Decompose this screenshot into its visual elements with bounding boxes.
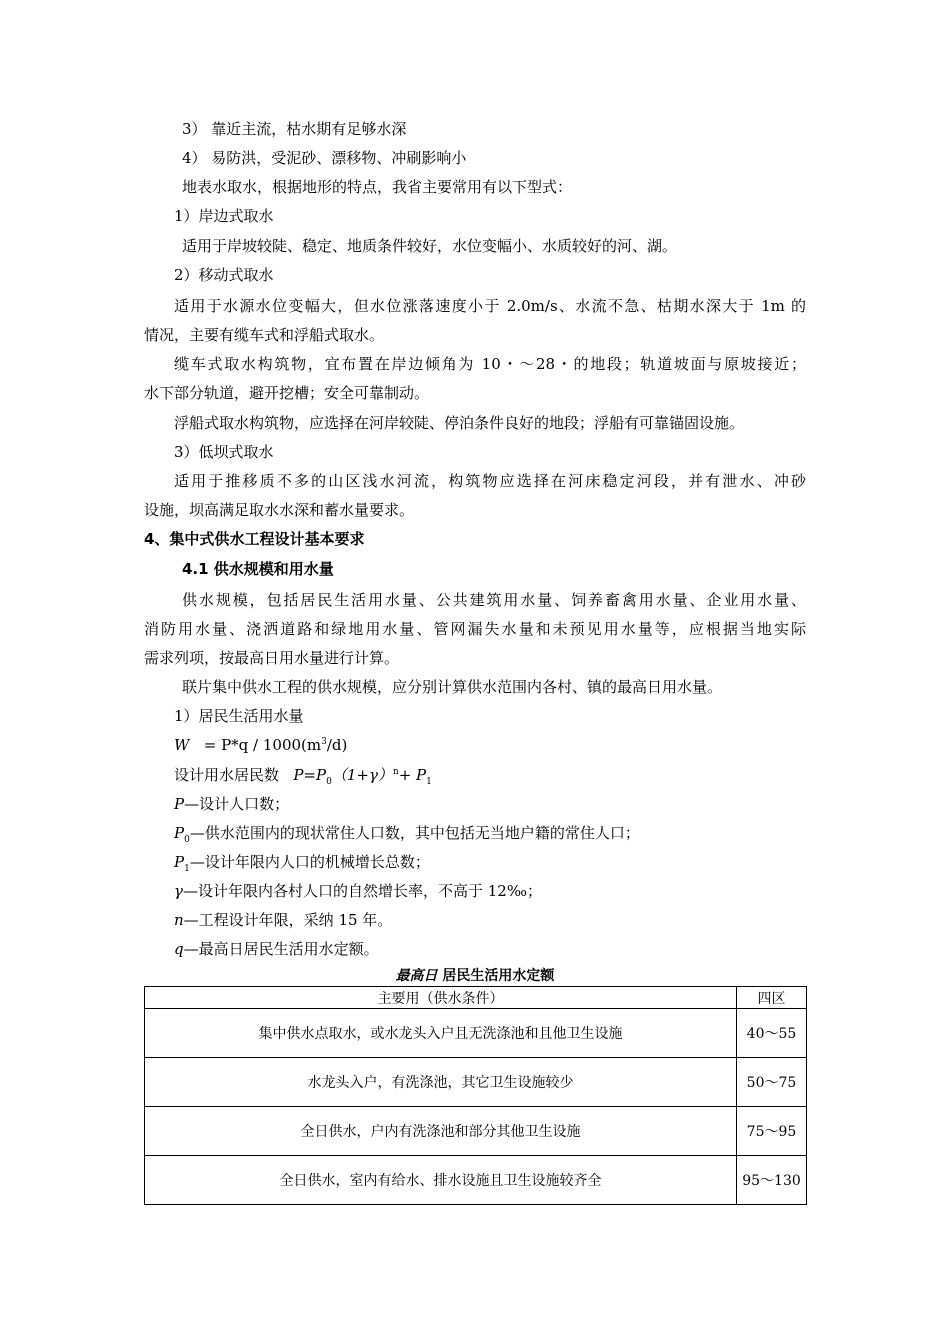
definition-p-symbol: P	[174, 795, 185, 813]
table-row	[145, 1058, 807, 1107]
definition-p0-subscript: 0	[184, 835, 190, 845]
definition-p0-symbol: P	[174, 824, 185, 842]
paragraph-low-dam-line2: 设施，坝高满足取水水深和蓄水量要求。	[144, 501, 415, 519]
paragraph-mobile-intake-line2: 情况，主要有缆车式和浮船式取水。	[144, 326, 385, 344]
table-header-zone: 四区	[737, 987, 807, 1009]
formula-expression: = P*q / 1000(m	[203, 736, 322, 754]
section-heading-4: 4、集中式供水工程设计基本要求	[144, 530, 365, 548]
definition-n-text: —工程设计年限，采纳 15 年。	[183, 911, 393, 929]
formula-population	[174, 765, 432, 785]
population-formula-growth: （1+γ）	[331, 766, 393, 784]
table-cell-value: 95～130	[737, 1156, 807, 1205]
population-formula-lhs: P=P	[293, 766, 327, 784]
subheading-bank-intake: 1）岸边式取水	[174, 207, 274, 225]
definition-p0	[174, 823, 640, 843]
population-formula-exponent: n	[392, 767, 399, 777]
paragraph-mobile-intake-line1: 适用于水源水位变幅大，但水位涨落速度小于 2.0m/s、水流不急、枯期水深大于 1m 的	[174, 297, 806, 315]
paragraph-low-dam-line1: 适用于推移质不多的山区浅水河流，构筑物应选择在河床稳定河段，并有泄水、冲砂	[174, 472, 806, 490]
table-cell-condition: 全日供水，户内有洗涤池和部分其他卫生设施	[145, 1107, 737, 1156]
definition-p1-symbol: P	[174, 853, 185, 871]
subheading-mobile-intake: 2）移动式取水	[174, 266, 274, 284]
population-label: 设计用水居民数	[174, 766, 280, 784]
table-cell-value: 40～55	[737, 1009, 807, 1058]
table-row	[145, 1107, 807, 1156]
definition-n	[174, 910, 392, 930]
paragraph-intake-types: 地表水取水，根据地形的特点，我省主要常用有以下型式：	[182, 178, 573, 196]
paragraph-floating-boat: 浮船式取水构筑物，应选择在河岸较陡、停泊条件良好的地段；浮船有可靠锚固设施。	[174, 414, 745, 432]
definition-p0-text: —供水范围内的现状常住人口数，其中包括无当地户籍的常住人口；	[189, 824, 640, 842]
table-cell-condition: 全日供水，室内有给水、排水设施且卫生设施较齐全	[145, 1156, 737, 1205]
table-caption	[144, 966, 806, 986]
definition-p1	[174, 852, 430, 872]
paragraph-bank-intake: 适用于岸坡较陡、稳定、地质条件较好，水位变幅小、水质较好的河、湖。	[182, 237, 678, 255]
population-formula-plus: + P	[398, 766, 427, 784]
paragraph-scale-line2: 消防用水量、浇洒道路和绿地用水量、管网漏失水量和未预见用水量等，应根据当地实际	[144, 620, 806, 638]
formula-symbol-w: W	[174, 736, 190, 754]
definition-p	[174, 794, 289, 814]
list-item-4: 4） 易防洪，受泥砂、漂移物、冲刷影响小	[182, 149, 467, 167]
paragraph-scale-line1: 供水规模，包括居民生活用水量、公共建筑用水量、饲养畜禽用水量、企业用水量、	[182, 591, 806, 609]
paragraph-scale-line3: 需求列项，按最高日用水量进行计算。	[144, 649, 400, 667]
paragraph-cable-car-line2: 水下部分轨道，避开挖槽；安全可靠制动。	[144, 384, 430, 402]
subheading-resident-water: 1）居民生活用水量	[174, 707, 304, 725]
table-caption-title: 居民生活用水定额	[437, 968, 555, 984]
formula-superscript: 3	[321, 737, 327, 747]
table-caption-prefix: 最高日	[395, 968, 438, 984]
definition-gamma-symbol: γ	[174, 882, 183, 900]
population-formula-sub0: 0	[326, 777, 332, 787]
table-row	[145, 1009, 807, 1058]
definition-gamma-text: —设计年限内各村人口的自然增长率，不高于 12‰；	[182, 882, 542, 900]
definition-n-symbol: n	[174, 911, 184, 929]
table-cell-condition: 水龙头入户，有洗涤池，其它卫生设施较少	[145, 1058, 737, 1107]
list-item-3: 3） 靠近主流，枯水期有足够水深	[182, 120, 407, 138]
table-cell-value: 50～75	[737, 1058, 807, 1107]
paragraph-cable-car-line1: 缆车式取水构筑物，宜布置在岸边倾角为 10・～28・的地段；轨道坡面与原坡接近；	[174, 355, 806, 373]
definition-gamma	[174, 881, 542, 901]
section-heading-4-1: 4.1 供水规模和用水量	[182, 560, 334, 578]
table-cell-condition: 集中供水点取水，或水龙头入户且无洗涤池和且他卫生设施	[145, 1009, 737, 1058]
formula-water-demand	[174, 735, 347, 755]
subheading-low-dam-intake: 3）低坝式取水	[174, 443, 274, 461]
table-cell-value: 75～95	[737, 1107, 807, 1156]
paragraph-joint-supply: 联片集中供水工程的供水规模，应分别计算供水范围内各村、镇的最高日用水量。	[182, 678, 723, 696]
definition-p-text: —设计人口数；	[184, 795, 290, 813]
table-header-row	[145, 987, 807, 1009]
water-quota-table	[144, 986, 807, 1205]
definition-q-text: —最高日居民生活用水定额。	[183, 940, 379, 958]
table-row	[145, 1156, 807, 1205]
table-header-condition: 主要用（供水条件）	[145, 987, 737, 1009]
definition-q-symbol: q	[174, 940, 184, 958]
population-formula-sub1: 1	[426, 777, 432, 787]
definition-p1-text: —设计年限内人口的机械增长总数；	[189, 853, 430, 871]
definition-p1-subscript: 1	[184, 864, 190, 874]
definition-q	[174, 939, 379, 959]
formula-unit: /d)	[326, 736, 348, 754]
